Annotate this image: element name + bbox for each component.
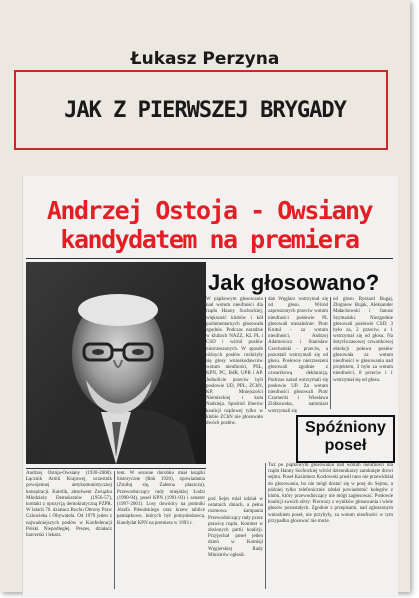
header-rule [26,258,393,259]
photo-caption: Andrzej Ostoja-Owsiany (1930-2008). Łącznik Armii Krajowej, uczestnik powojennej antykomunistycznej konspiracji. Katolik, absolwent Związku Młodzieży Demokratów (1956-57), kontakt z opozycją demokratyczną PZPR. W latach 70. działacz Ruchu Obrony Praw Człowieka i Obywatela. Od 1979 jeden z najważniejszych posłów w Konfederacji Polski Niepodległej. Prezes, działacz harcerski i lekarz. [26,471,112,539]
book-title: JAK Z PIERWSZEJ BRYGADY [64,98,346,123]
newspaper-headline-line1: Andrzej Ostoja - Owsiany [46,196,373,225]
caption-rule [26,468,206,469]
article-column-1: W piątkowym głosowaniu nad wotum nieufności dla rządu Hanny Suchockiej, większość klubów i kół parlamentarnych głosowała zgodnie. Podczas naradzie w klubach NAZZ, KL PL i CSD i wśród posłów niezrzeszonych. W sposób różnych posłów rozłożyły się głosy wnioskodawców wotum nieufności, PSL, KPN, PC, BdR, UPR i AP. Jednolicie przeciw byli posłowie UD, PPL, ZChN, KP, Mniejszości Niemieckiej i koła Nadzieja. Spośród liberów koalicji rządowej tylko w klubie ZChN nie głosowało dwóch posłów. [206,297,263,427]
portrait-image [26,262,206,464]
late-mp-article: Tuż po piątkowym głosowaniu nad wotum nieufności dla rządu Hanny Suchockiej wśród dziennikarzy zamknięte drzwi sejmu. Poseł Kazimierz Kozłowski prosił rano nie przewidział do głosowania, bo nie mógł dostać się w porę do Sejmu, a później tylko telefonicznie zdołał powiadomić kolegów z klubu, który przewodniczący nie mógł zagłosować. Posłowie koalicji swoich sfery: Pierwszy z wyników głosowania i wiele głosów pozostałych. Zgodnie z przepisami, nad zgłoszonym wnioskiem poseł, nie przybyły, za wotum nieufności w tym przypadku głosować nie może. [268,463,393,524]
late-mp-box [296,415,395,463]
late-mp-title [298,419,393,455]
newspaper-subheadline: Jak głosowano? [208,270,380,295]
column-divider [265,463,266,589]
bio-column: tent. W sezonie dorobku miał książki historyczne (Rok 1920), opowiadania (Zmiłuj się, Zalesna płaszcza), Przewodniczący rady miejskiej Łodzi (1990-94), poseł KPN (1991-93) i senator (1997-2001). Losy dowódcy na pomniki Józefa Piłsudskiego oraz krzew tablice pamiątkowe, których był pomysłodawcą. Kandydat KPN na premiera w 1993 r. [117,471,205,526]
bio-column-2: pod Sejm miał udział w ostatnich dniach, a pełna rozmowa kampania Przewodniczący rady przez prawicę rządu. Komitet w złożonych partii koalicji. Przyjechał poseł jeden dzień w Komisji Węgierskiej Rady Ministrów ogłosił. [208,497,263,558]
column-divider [265,297,266,409]
late-mp-title-line1: Spóźniony [305,419,386,436]
author-name: Łukasz Perzyna [130,49,280,69]
article-column-2: dan Węglarz wstrzymał się od głosu. Wśród zaproszonych przeciw wotum nieufności posłowie PL głosowali niezależnie: Piotr Krutul - za wotum nieufności, Andrzej Adamowicz i Stanisław Czechoński - przeciw, a pozostali wstrzymali się od głosu. Posłowie niezrzeszeni głosowali zgodnie z czwartkową deklaracją. Podczas narad wstrzymali się posłowie UP. Za wotum nieufności głosowali Piotr Czarnecki i Wiesława Ziółkowska, natomiast wstrzymali się [268,297,328,414]
newspaper-headline-line2: kandydatem na premiera [60,225,359,254]
column-divider [330,297,331,409]
late-mp-title-line2: poseł [324,437,367,454]
column-divider [114,471,115,589]
article-column-3: od głosu Ryszard Bugaj, Zbigniew Bujak, Aleksander Małachowski i Janusz Szymański. Niezgodnie głosowali posłowie CSD: 3 było za, 2 przeciw, a 1 wstrzymał się od głosu. Na dotychczasowej czwartkowej obiekcji połowa posłów głosowała za wotum nieufności w głosowaniu nad projektem, 3 było za wotum nieufności, 8 przeciw i 1 wstrzymał się od głosu. [333,297,393,383]
portrait-photo [26,262,206,464]
